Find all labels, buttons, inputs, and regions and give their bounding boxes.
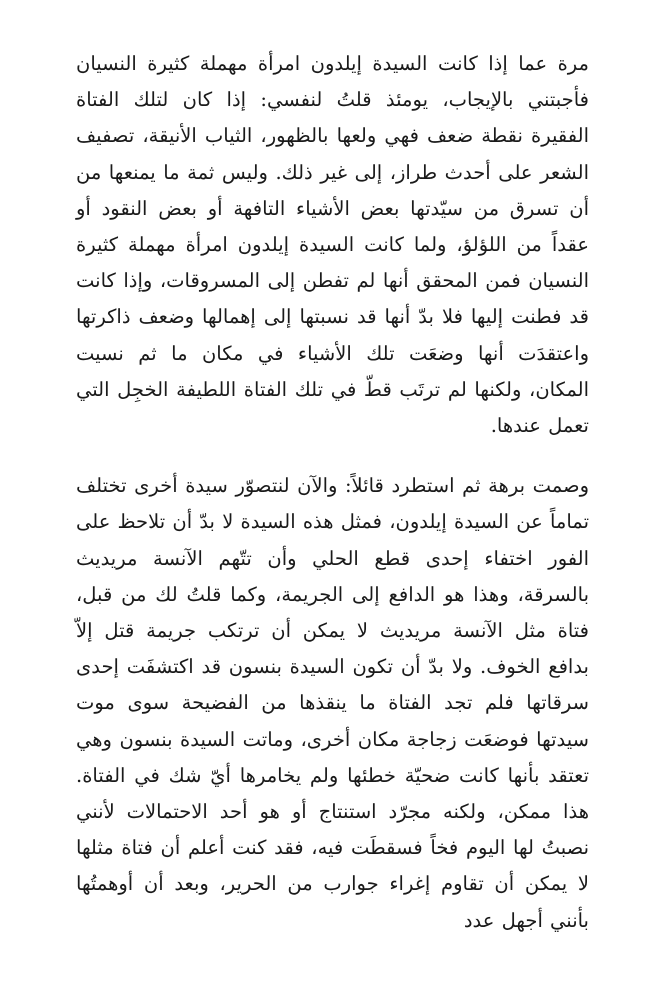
paragraph-2: وصمت برهة ثم استطرد قائلاً: والآن لنتصوّر سيدة أخرى تختلف تماماً عن السيدة إيلدون، فمثل هذه السيدة لا بدّ أن تلاحظ على الفور اختفاء إحدى قطع الحلي وأن تتّهم الآنسة مريديث بالسرقة، وهذا هو الدافع إلى الجريمة، وكما قلتُ لك من قبل، فتاة مثل الآنسة مريديث لا يمكن أن ترتكب جريمة قتل إلاّ بدافع الخوف. ولا بدّ أن تكون السيدة بنسون قد اكتشفَت إحدى سرقاتها فلم تجد الفتاة ما ينقذها من الفضيحة سوى موت سيدتها فوضعَت زجاجة مكان أخرى، وماتت السيدة بنسون وهي تعتقد بأنها كانت ضحيّة خطئها ولم يخامرها أيّ شك في الفتاة. هذا ممكن، ولكنه مجرّد استنتاج أو هو أحد الاحتمالات لأنني نصبتُ لها اليوم فخاً فسقطَت فيه، فقد كنت أعلم أن فتاة مثلها لا يمكن أن تقاوم إغراء جوارب من الحرير، وبعد أن أوهمتُها بأنني أجهل عدد	[76, 474, 589, 932]
paragraph-1: مرة عما إذا كانت السيدة إيلدون امرأة مهملة كثيرة النسيان فأجبتني بالإيجاب، يومئذ قلتُ لنفسي: إذا كان لتلك الفتاة الفقيرة نقطة ضعف فهي ولعها بالظهور، الثياب الأنيقة، تصفيف الشعر على أحدث طراز، إلى غير ذلك. وليس ثمة ما يمنعها من أن تسرق من سيّدتها بعض الأشياء التافهة أو بعض النقود أو عقداً من اللؤلؤ، ولما كانت السيدة إيلدون امرأة مهملة كثيرة النسيان فمن المحقق أنها لم تفطن إلى المسروقات، وإذا كانت قد فطنت إليها فلا بدّ أنها قد نسبتها إلى إهمالها وضعف ذاكرتها واعتقدَت أنها وضعَت تلك الأشياء في مكان ما ثم نسيت المكان، ولكنها لم ترتَب قطّ في تلك الفتاة اللطيفة الخجِل التي تعمل عندها.	[76, 52, 589, 438]
